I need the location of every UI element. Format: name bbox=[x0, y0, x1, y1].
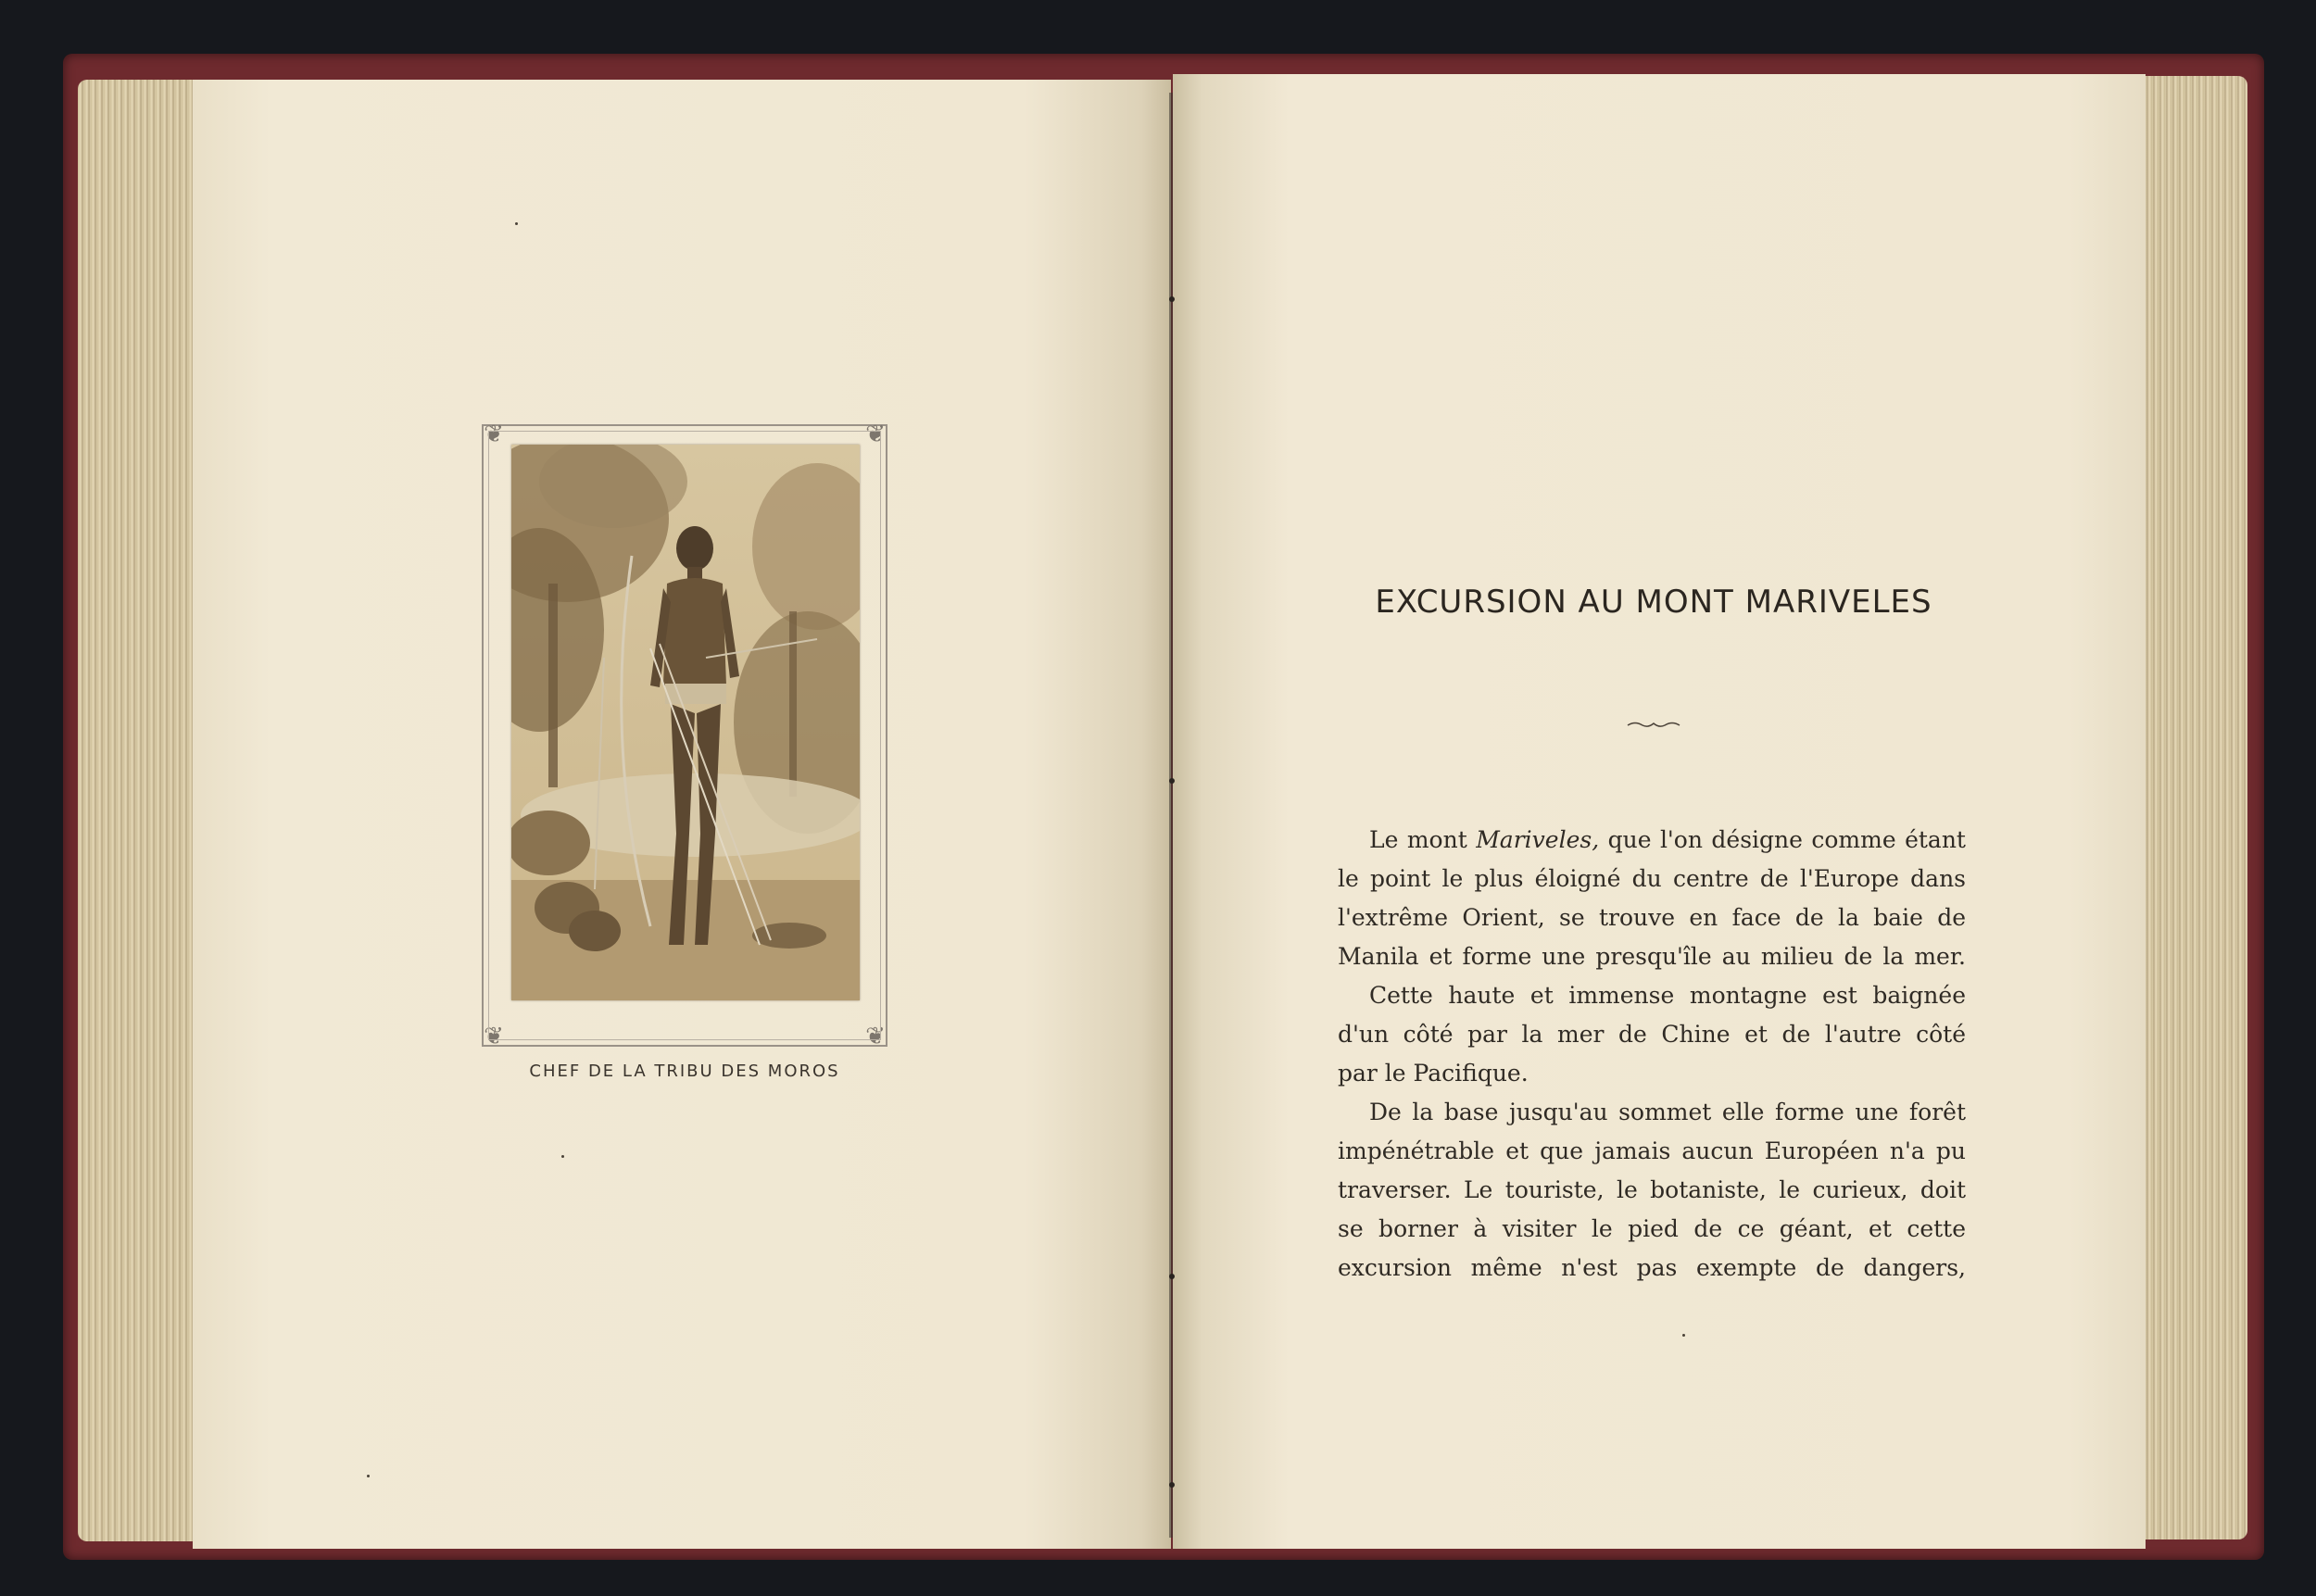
corner-ornament-icon: ❦ bbox=[865, 1023, 886, 1050]
chapter-title: EXCURSION AU MONT MARIVELES bbox=[1375, 584, 1932, 621]
text-line: Le mont Mariveles, que l'on désigne comme étant bbox=[1369, 826, 1966, 853]
paper-speck bbox=[1682, 1334, 1685, 1337]
text-line: De la base jusqu'au sommet elle forme une forêt bbox=[1369, 1099, 1966, 1125]
paper-speck bbox=[367, 1475, 370, 1477]
text-line: excursion même n'est pas exempte de dangers, bbox=[1338, 1254, 1966, 1281]
page-edges-left bbox=[78, 80, 195, 1541]
right-page bbox=[1173, 74, 2146, 1549]
paper-speck bbox=[515, 222, 518, 225]
text-line: Manila et forme une presqu'île au milieu de la mer. bbox=[1338, 943, 1966, 970]
page-edges-right bbox=[2146, 76, 2247, 1539]
text-line: par le Pacifique. bbox=[1338, 1060, 1529, 1087]
book-gutter bbox=[1169, 93, 1173, 1538]
text-line: se borner à visiter le pied de ce géant, et cette bbox=[1338, 1215, 1966, 1242]
text-line: Cette haute et immense montagne est baignée bbox=[1369, 982, 1966, 1009]
plate-caption: CHEF DE LA TRIBU DES MOROS bbox=[529, 1062, 840, 1081]
paper-speck bbox=[561, 1155, 564, 1158]
chapter-body bbox=[1338, 821, 1966, 1288]
binding-stitch bbox=[1169, 778, 1175, 784]
binding-stitch bbox=[1169, 1482, 1175, 1488]
text-line: d'un côté par la mer de Chine et de l'autre côté bbox=[1338, 1021, 1966, 1048]
text-line: impénétrable et que jamais aucun Européen n'a pu bbox=[1338, 1137, 1966, 1164]
text-line: l'extrême Orient, se trouve en face de la baie de bbox=[1338, 904, 1966, 931]
binding-stitch bbox=[1169, 1274, 1175, 1279]
corner-ornament-icon: ❦ bbox=[484, 1023, 504, 1050]
corner-ornament-icon: ❦ bbox=[865, 421, 886, 448]
text-line: traverser. Le touriste, le botaniste, le curieux, doit bbox=[1338, 1176, 1966, 1203]
text-line: le point le plus éloigné du centre de l'Europe dans bbox=[1338, 865, 1966, 892]
title-ornament-icon bbox=[1626, 719, 1681, 730]
binding-stitch bbox=[1169, 296, 1175, 302]
photograph-tribal-chief bbox=[511, 445, 860, 1000]
corner-ornament-icon: ❦ bbox=[484, 421, 504, 448]
